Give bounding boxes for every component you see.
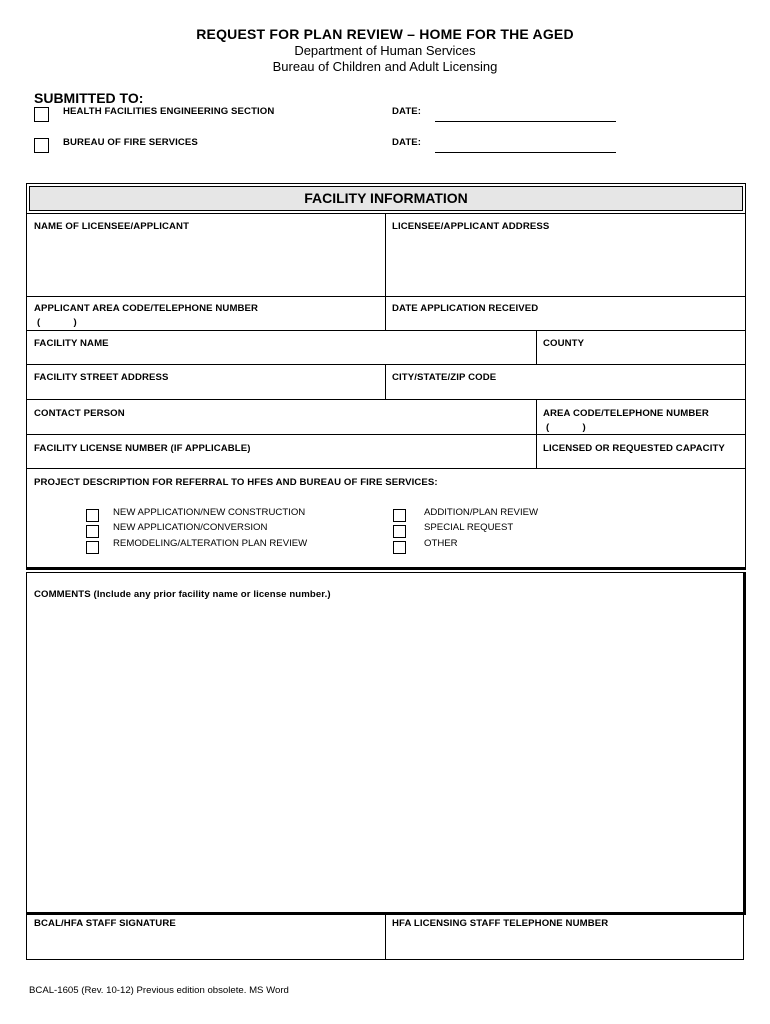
grid-divider	[536, 399, 537, 468]
grid-line	[26, 434, 746, 435]
county-label: COUNTY	[543, 338, 585, 349]
grid-divider	[385, 364, 386, 399]
project-description-label: PROJECT DESCRIPTION FOR REFERRAL TO HFES AND BUREAU OF FIRE SERVICES:	[34, 477, 438, 488]
remodeling-checkbox[interactable]	[86, 541, 99, 554]
grid-line	[26, 330, 746, 331]
grid-line	[26, 399, 746, 400]
contact-phone-label: AREA CODE/TELEPHONE NUMBER	[543, 408, 709, 419]
department-name: Department of Human Services	[294, 43, 476, 58]
comments-label: COMMENTS (Include any prior facility name or license number.)	[34, 589, 331, 600]
other-label: OTHER	[424, 538, 458, 549]
form-footer: BCAL-1605 (Rev. 10-12) Previous edition obsolete. MS Word	[29, 985, 289, 996]
applicant-phone-label: APPLICANT AREA CODE/TELEPHONE NUMBER	[34, 303, 259, 314]
contact-phone-parens: ( )	[546, 422, 586, 433]
submitted-to-heading: SUBMITTED TO:	[34, 90, 144, 106]
addition-checkbox[interactable]	[393, 509, 406, 522]
other-checkbox[interactable]	[393, 541, 406, 554]
contact-person-label: CONTACT PERSON	[34, 408, 125, 419]
grid-line	[26, 364, 746, 365]
staff-signature-label: BCAL/HFA STAFF SIGNATURE	[34, 918, 176, 929]
special-request-checkbox[interactable]	[393, 525, 406, 538]
comments-shadow	[743, 572, 746, 914]
conversion-checkbox[interactable]	[86, 525, 99, 538]
new-construction-label: NEW APPLICATION/NEW CONSTRUCTION	[113, 507, 306, 518]
license-number-label: FACILITY LICENSE NUMBER (IF APPLICABLE)	[34, 443, 251, 454]
facility-name-label: FACILITY NAME	[34, 338, 109, 349]
remodeling-label: REMODELING/ALTERATION PLAN REVIEW	[113, 538, 308, 549]
date1-field[interactable]	[435, 121, 616, 122]
comments-area[interactable]	[26, 572, 746, 914]
addition-label: ADDITION/PLAN REVIEW	[424, 507, 539, 518]
new-construction-checkbox[interactable]	[86, 509, 99, 522]
bureau-name: Bureau of Children and Adult Licensing	[272, 59, 498, 74]
street-address-label: FACILITY STREET ADDRESS	[34, 372, 169, 383]
capacity-label: LICENSED OR REQUESTED CAPACITY	[543, 443, 725, 454]
grid-line	[26, 296, 746, 297]
grid-line-thick	[26, 567, 746, 570]
special-request-label: SPECIAL REQUEST	[424, 522, 514, 533]
licensee-name-label: NAME OF LICENSEE/APPLICANT	[34, 221, 190, 232]
fire-services-label: BUREAU OF FIRE SERVICES	[63, 137, 198, 148]
licensee-address-label: LICENSEE/APPLICANT ADDRESS	[392, 221, 550, 232]
city-state-zip-label: CITY/STATE/ZIP CODE	[392, 372, 497, 383]
staff-phone-label: HFA LICENSING STAFF TELEPHONE NUMBER	[392, 918, 609, 929]
signature-divider	[385, 914, 386, 960]
facility-info-heading: FACILITY INFORMATION	[304, 190, 468, 206]
date-received-label: DATE APPLICATION RECEIVED	[392, 303, 539, 314]
grid-divider	[536, 330, 537, 364]
grid-divider	[385, 213, 386, 296]
grid-divider	[385, 296, 386, 330]
date2-field[interactable]	[435, 152, 616, 153]
conversion-label: NEW APPLICATION/CONVERSION	[113, 522, 268, 533]
applicant-phone-parens: ( )	[37, 317, 77, 328]
grid-line	[26, 468, 746, 469]
form-title: REQUEST FOR PLAN REVIEW – HOME FOR THE AGED	[196, 26, 574, 42]
date1-label: DATE:	[392, 106, 422, 117]
hfes-checkbox[interactable]	[34, 107, 49, 122]
hfes-label: HEALTH FACILITIES ENGINEERING SECTION	[63, 106, 275, 117]
date2-label: DATE:	[392, 137, 422, 148]
fire-services-checkbox[interactable]	[34, 138, 49, 153]
